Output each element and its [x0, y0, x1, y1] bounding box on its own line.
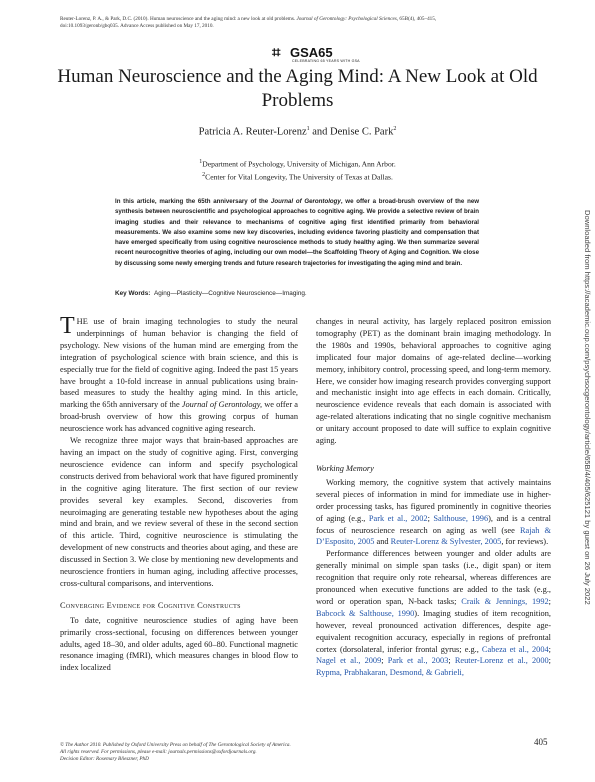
- author-conjunction: and: [309, 126, 331, 138]
- article-title: Human Neuroscience and the Aging Mind: A New Look at Old Problems: [57, 66, 538, 111]
- affiliation-2: [40, 170, 555, 183]
- author-line: [40, 126, 555, 138]
- keywords-list: Aging—Plasticity—Cognitive Neuroscience—Imaging.: [153, 290, 307, 297]
- reference-link[interactable]: Craik & Jennings, 1992: [461, 596, 549, 606]
- page-number: 405: [534, 737, 548, 747]
- abstract-journal: Journal of Gerontology: [270, 198, 341, 205]
- subheading-working-memory: Working Memory: [316, 463, 374, 473]
- citation-text-end: , 65B(4), 405–415,: [396, 16, 437, 22]
- reference-link[interactable]: Rypma, Prabhakaran, Desmond, & Gabrieli,: [316, 668, 464, 678]
- perf-sep: ;: [548, 656, 551, 666]
- wm-text: Working memory, the cognitive system that actively maintains several pieces of information in mind for immediate use in higher-order processing tasks, has figured prominently in cognitive theories of aging (e.g.,: [316, 477, 551, 523]
- reference-link[interactable]: Salthouse, 1996: [433, 513, 489, 523]
- gsa-logo-mark-icon: ⌗: [272, 44, 280, 61]
- perf-sep: ;: [548, 596, 551, 606]
- copyright-line-1: © The Author 2010. Published by Oxford University Press on behalf of The Gerontological Society of America.: [60, 742, 291, 748]
- author-1-affil: 1: [306, 126, 310, 132]
- reference-link[interactable]: Reuter-Lorenz & Sylvester, 2005: [390, 537, 502, 547]
- reference-link[interactable]: Reuter-Lorenz et al., 2000: [454, 656, 549, 666]
- download-watermark-text: Downloaded from https://academic.oup.com/psychsocgerontology/article/65B/4/405/625121 by guest on 26 July 2022: [583, 210, 592, 605]
- left-column: [60, 313, 298, 674]
- intro-journal: Journal of Gerontology,: [181, 400, 263, 410]
- author-2: Denise C. Park: [330, 126, 394, 138]
- affiliation-1-text: Department of Psychology, University of Michigan, Ann Arbor.: [202, 159, 396, 169]
- keywords-label: Key Words:: [115, 290, 151, 297]
- affiliation-1-marker: 1: [199, 159, 203, 165]
- perf-sep: ;: [548, 644, 551, 654]
- download-watermark: [583, 210, 595, 630]
- intro-text: HE use of brain imaging technologies to study the neural underpinnings of human behavior is changing the field of psychology. New visions of the human mind are emerging from the integration of psychological science with brain science, and this is especially true for the field of cognitive aging. Indeed the past 15 years have brought a 10-fold increase in annual publications using brain-based measures to study the healthy aging mind. In this article, marking the 65th anniversary of the: [60, 317, 298, 410]
- author-1: Patricia A. Reuter-Lorenz: [198, 126, 307, 138]
- copyright-line-2: All rights reserved. For permissions, please e-mail: journals.permissions@oxfordjournals.org.: [60, 749, 257, 755]
- reference-link[interactable]: Rajah & D’Esposito, 2005: [316, 525, 551, 547]
- gsa-logo-brand: GSA65: [290, 45, 333, 60]
- affiliations: [40, 157, 555, 182]
- wm-sep: ;: [427, 513, 434, 523]
- drop-cap: T: [60, 313, 75, 339]
- abstract-text-cont: , we offer a broad-brush overview of the new synthesis between neuroscientific and psychological approaches to cognitive aging. We provide a selective review of brain imaging studies and their relevance to mechanisms of cognitive aging first identified primarily from behavioral measurements. We also examine some new key discoveries, including evidence favoring plasticity and compensation that have emerged specifically from using cognitive neuroscience methods to study healthy aging. We then summarize several recent neurocognitive theories of aging, including our own model—the Scaffolding Theory of Aging and Cognition. We close by discussing some newly emerging trends and future research trajectories for investigating the aging mind and brain.: [115, 198, 480, 267]
- reference-link[interactable]: Park et al., 2003: [387, 656, 449, 666]
- abstract-text: In this article, marking the 65th anniversary of the: [115, 198, 271, 205]
- affiliation-2-marker: 2: [202, 171, 206, 178]
- paragraph-performance: [316, 548, 551, 679]
- perf-sep: ;: [448, 656, 455, 666]
- decision-editor: Decision Editor: Rosemary Blieszner, PhD: [60, 756, 149, 762]
- citation-journal: Journal of Gerontology: Psychological Sciences: [296, 16, 397, 22]
- keywords: [115, 290, 479, 297]
- section-heading-converging: Converging Evidence for Cognitive Constructs: [60, 600, 241, 610]
- citation-header: [60, 16, 480, 30]
- affiliation-1: [40, 157, 555, 170]
- reference-link[interactable]: Park et al., 2002: [368, 513, 428, 523]
- perf-text-cont: ). Imaging studies of item recognition, however, reveal pronounced activation differences, despite age-equivalent recognition accuracy, especially in regions of prefrontal cortex (dorsolateral, inferior frontal gyrus; e.g.,: [316, 608, 551, 654]
- wm-text-end: , for reviews).: [501, 537, 549, 547]
- gsa-logo-tagline: CELEBRATING 65 YEARS WITH GSA: [292, 59, 360, 63]
- citation-line-1: [60, 16, 480, 23]
- perf-text: Performance differences between younger and older adults are generally minimal on simple span tasks (i.e., digit span) or item recognition that require only rote rehearsal, whereas differences are pronounced when executive functions are added to the task (e.g., word or operation span, N-back tasks;: [316, 549, 551, 606]
- citation-text: Reuter-Lorenz, P. A., & Park, D.C. (2010). Human neuroscience and the aging mind: a new look at old problems.: [60, 16, 297, 22]
- reference-link[interactable]: Cabeza et al., 2004: [481, 644, 549, 654]
- citation-line-2: doi:10.1093/geronb/gbq035. Advance Access published on May 17, 2010.: [60, 23, 214, 29]
- wm-sep: and: [374, 537, 391, 547]
- paragraph-fmri: changes in neural activity, has largely replaced positron emission tomography (PET) as the dominant brain imaging methodology. In the 1980s and 1990s, behavioral approaches to cognitive aging implicated four major domains of age-related decline—working memory, inhibitory control, processing speed, and long-term memory. Here, we consider how imaging research provides converging support and mechanistic insight into age effects in each domain. Critically, neuroscience evidence reveals that each domain is associated with age-related alterations indicating that no single cognitive mechanism or unitary account proposed to date will suffice to explain cognitive aging.: [316, 317, 551, 446]
- perf-sep: ;: [381, 656, 388, 666]
- intro-paragraph: [60, 313, 298, 435]
- paragraph-working-memory: [316, 477, 551, 548]
- wm-text-cont: ), and is a central focus of neuroscience research on aging as well (see: [316, 513, 551, 535]
- reference-link[interactable]: Nagel et al., 2009: [316, 656, 382, 666]
- copyright-footer: [60, 742, 360, 763]
- affiliation-2-text: Center for Vital Longevity, The University of Texas at Dallas.: [205, 172, 393, 182]
- abstract: [115, 197, 479, 269]
- paragraph-converging: To date, cognitive neuroscience studies of aging have been primarily cross-sectional, focusing on differences between younger adults, aged 18–30, and older adults, aged 60–80. Functional magnetic resonance imaging (fMRI), which measures changes in blood flow to index localized: [60, 615, 298, 673]
- paragraph-impact: We recognize three major ways that brain-based approaches are having an impact on the study of cognitive aging. First, converging neuroscience evidence can inform and specify psychological constructs derived from behavioral work that have figured prominently in the cognitive aging literature. The first section of our review provides several key examples. Second, discoveries from neuroimaging are generating testable new hypotheses about the aging mind and brain, and we review several of these in the second section of this article. Third, cognitive neuroscience is stimulating the development of new constructs and theories about aging, and these are discussed in Section 3. We close by mentioning new developments and neuroscience frontiers in human aging, including affective processes, cross-cultural comparisons, and interventions.: [60, 436, 298, 588]
- intro-text-end: we offer a broad-brush overview of how this growing corpus of human neuroscience work has advanced cognitive aging research.: [60, 400, 298, 434]
- right-column: [316, 316, 551, 679]
- reference-link[interactable]: Babcock & Salthouse, 1990: [316, 608, 415, 618]
- author-2-affil: 2: [393, 126, 397, 132]
- gsa-logo: [272, 44, 360, 64]
